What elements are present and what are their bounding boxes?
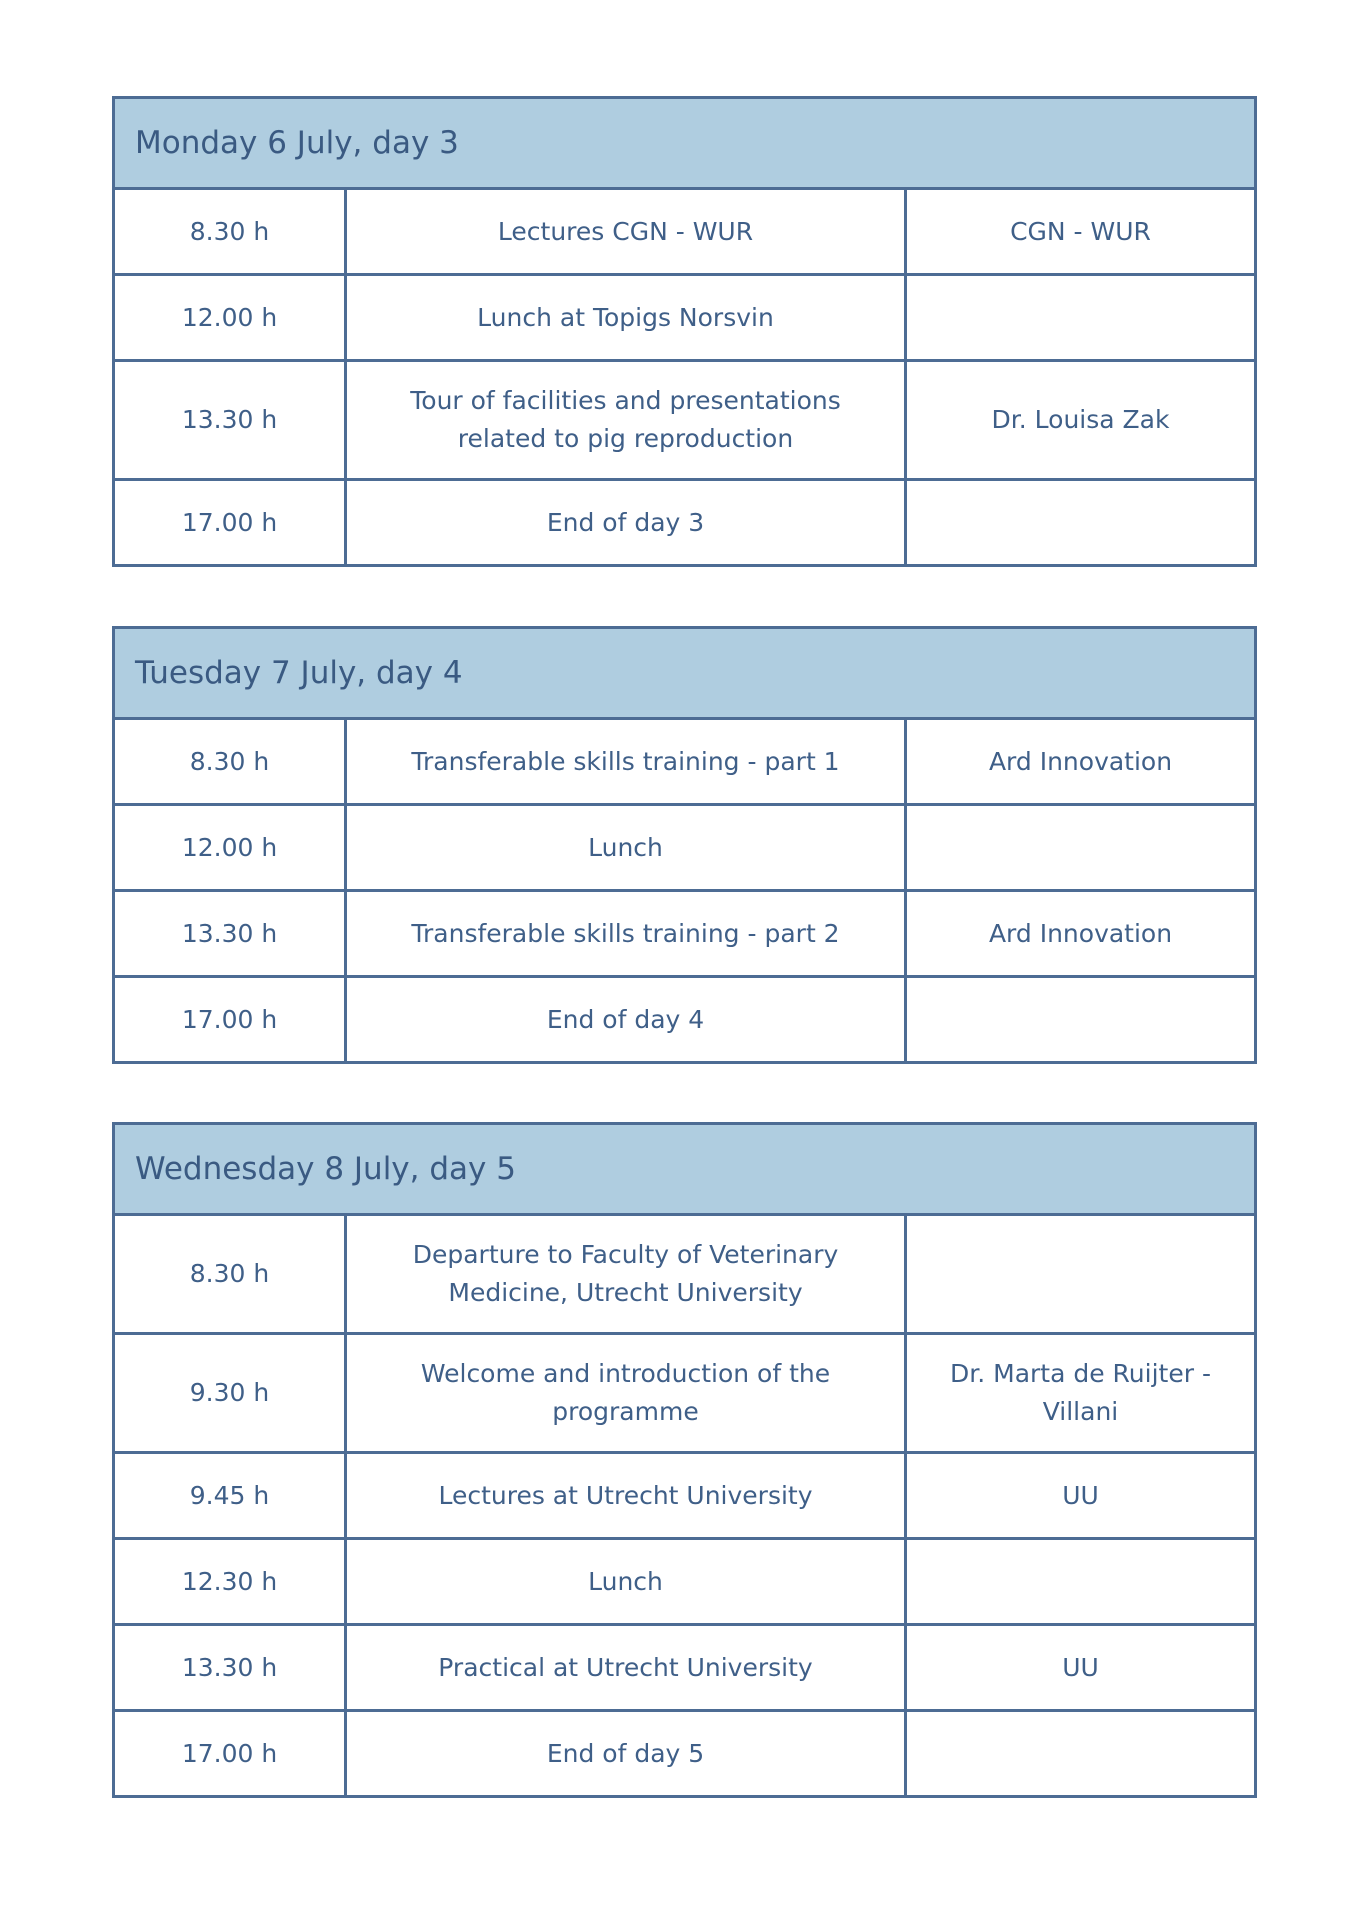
speaker-cell: UU	[906, 1625, 1256, 1711]
activity-cell: Lectures at Utrecht University	[346, 1453, 906, 1539]
speaker-cell: Dr. Louisa Zak	[906, 361, 1256, 480]
speaker-cell: Ard Innovation	[906, 891, 1256, 977]
table-row	[114, 719, 1256, 805]
speaker-cell: CGN - WUR	[906, 189, 1256, 275]
table-row	[114, 361, 1256, 480]
table-row	[114, 189, 1256, 275]
table-row	[114, 891, 1256, 977]
time-cell: 12.00 h	[114, 805, 346, 891]
time-cell: 13.30 h	[114, 361, 346, 480]
activity-cell: Transferable skills training - part 1	[346, 719, 906, 805]
table-row	[114, 1215, 1256, 1334]
activity-cell: End of day 5	[346, 1711, 906, 1797]
time-cell: 17.00 h	[114, 1711, 346, 1797]
activity-cell: Lunch at Topigs Norsvin	[346, 275, 906, 361]
speaker-cell	[906, 805, 1256, 891]
day-header: Tuesday 7 July, day 4	[114, 628, 1256, 719]
speaker-cell	[906, 275, 1256, 361]
table-row	[114, 1453, 1256, 1539]
activity-cell: Transferable skills training - part 2	[346, 891, 906, 977]
activity-cell: Practical at Utrecht University	[346, 1625, 906, 1711]
schedule-table-day-5	[112, 1122, 1257, 1798]
activity-cell: Departure to Faculty of Veterinary Medicine, Utrecht University	[346, 1215, 906, 1334]
time-cell: 8.30 h	[114, 719, 346, 805]
time-cell: 17.00 h	[114, 480, 346, 566]
activity-cell: Welcome and introduction of the programme	[346, 1334, 906, 1453]
activity-cell: End of day 3	[346, 480, 906, 566]
table-row	[114, 1711, 1256, 1797]
speaker-cell: Dr. Marta de Ruijter - Villani	[906, 1334, 1256, 1453]
table-row	[114, 977, 1256, 1063]
activity-cell: Lunch	[346, 1539, 906, 1625]
speaker-cell: UU	[906, 1453, 1256, 1539]
table-row	[114, 1539, 1256, 1625]
schedule-table-day-4	[112, 626, 1257, 1064]
table-row	[114, 275, 1256, 361]
time-cell: 9.45 h	[114, 1453, 346, 1539]
time-cell: 13.30 h	[114, 891, 346, 977]
speaker-cell	[906, 977, 1256, 1063]
table-row	[114, 1334, 1256, 1453]
speaker-cell	[906, 1711, 1256, 1797]
time-cell: 13.30 h	[114, 1625, 346, 1711]
table-row	[114, 480, 1256, 566]
time-cell: 17.00 h	[114, 977, 346, 1063]
table-row	[114, 805, 1256, 891]
time-cell: 12.00 h	[114, 275, 346, 361]
speaker-cell	[906, 1215, 1256, 1334]
schedule-table-day-3	[112, 96, 1257, 567]
activity-cell: Tour of facilities and presentations related to pig reproduction	[346, 361, 906, 480]
time-cell: 9.30 h	[114, 1334, 346, 1453]
speaker-cell: Ard Innovation	[906, 719, 1256, 805]
day-header: Wednesday 8 July, day 5	[114, 1124, 1256, 1215]
speaker-cell	[906, 1539, 1256, 1625]
time-cell: 12.30 h	[114, 1539, 346, 1625]
time-cell: 8.30 h	[114, 1215, 346, 1334]
table-row	[114, 1625, 1256, 1711]
day-header: Monday 6 July, day 3	[114, 98, 1256, 189]
activity-cell: End of day 4	[346, 977, 906, 1063]
activity-cell: Lectures CGN - WUR	[346, 189, 906, 275]
speaker-cell	[906, 480, 1256, 566]
time-cell: 8.30 h	[114, 189, 346, 275]
activity-cell: Lunch	[346, 805, 906, 891]
